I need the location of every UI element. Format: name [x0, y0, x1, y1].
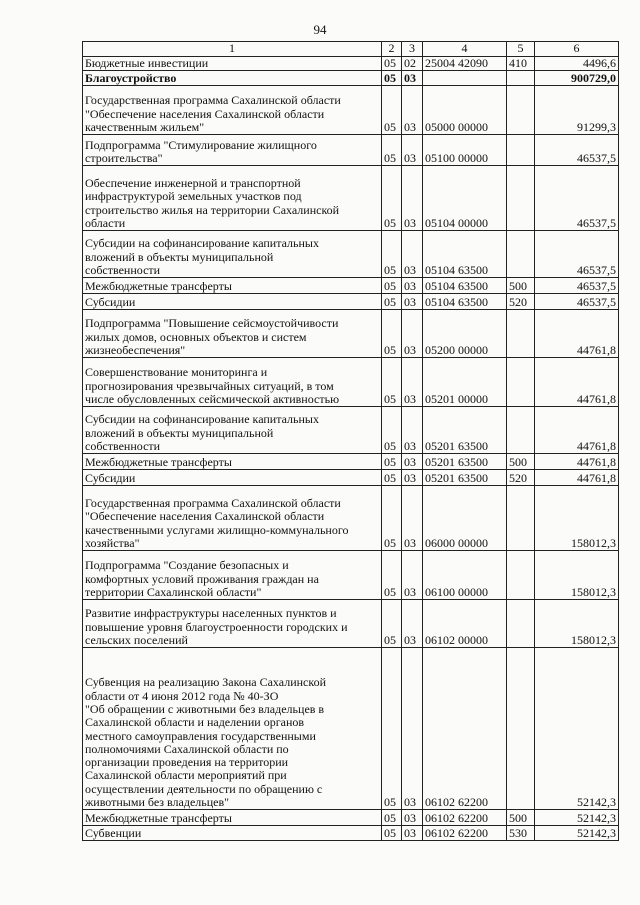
row-target-code: 05000 00000	[423, 86, 507, 135]
row-amount: 52142,3	[535, 826, 619, 841]
row-section: 05	[382, 231, 402, 278]
row-name: Субсидии	[83, 470, 382, 486]
row-name: Подпрограмма "Создание безопасных и комфортных условий проживания граждан на территории Сахалинской области"	[83, 551, 382, 600]
row-target-code	[423, 71, 507, 86]
table-row	[83, 135, 619, 166]
row-amount: 46537,5	[535, 135, 619, 166]
row-name: Межбюджетные трансферты	[83, 278, 382, 294]
row-target-code: 25004 42090	[423, 57, 507, 71]
row-target-code: 05201 63500	[423, 454, 507, 470]
table-row	[83, 86, 619, 135]
row-section: 05	[382, 166, 402, 231]
row-amount: 46537,5	[535, 166, 619, 231]
table-row	[83, 551, 619, 600]
table-row	[83, 407, 619, 454]
row-subsection: 03	[402, 310, 423, 358]
row-subsection: 03	[402, 278, 423, 294]
row-expense-type: 410	[507, 57, 535, 71]
row-subsection: 03	[402, 810, 423, 826]
row-target-code: 06000 00000	[423, 486, 507, 551]
table-row	[83, 358, 619, 407]
row-subsection: 03	[402, 135, 423, 166]
table-header-row	[83, 42, 619, 57]
row-section: 05	[382, 810, 402, 826]
table-row	[83, 71, 619, 86]
header-col-3: 3	[402, 42, 423, 57]
row-subsection: 02	[402, 57, 423, 71]
row-amount: 4496,6	[535, 57, 619, 71]
row-amount: 44761,8	[535, 407, 619, 454]
table-row	[83, 810, 619, 826]
row-expense-type	[507, 486, 535, 551]
row-target-code: 05104 00000	[423, 166, 507, 231]
row-amount: 44761,8	[535, 310, 619, 358]
row-amount: 52142,3	[535, 648, 619, 810]
row-expense-type	[507, 166, 535, 231]
row-section: 05	[382, 135, 402, 166]
row-expense-type	[507, 135, 535, 166]
header-col-1: 1	[83, 42, 382, 57]
row-amount: 91299,3	[535, 86, 619, 135]
table-row	[83, 470, 619, 486]
row-amount: 46537,5	[535, 231, 619, 278]
table-row	[83, 57, 619, 71]
header-col-5: 5	[507, 42, 535, 57]
row-name: Субвенция на реализацию Закона Сахалинской области от 4 июня 2012 года № 40-ЗО "Об обращении с животными без владельцев в Сахалинской области и наделении органов местного самоуправления государственными полномочиями Сахалинской области по организации проведения на территории Сахалинской области мероприятий при осуществлении деятельности по обращению с животными без владельцев"	[83, 648, 382, 810]
row-target-code: 05100 00000	[423, 135, 507, 166]
row-section: 05	[382, 486, 402, 551]
row-name: Субсидии на софинансирование капитальных вложений в объекты муниципальной собственности	[83, 231, 382, 278]
row-amount: 46537,5	[535, 278, 619, 294]
row-name: Благоустройство	[83, 71, 382, 86]
table-row	[83, 826, 619, 841]
row-amount: 158012,3	[535, 600, 619, 648]
table-row	[83, 294, 619, 310]
row-subsection: 03	[402, 71, 423, 86]
row-amount: 52142,3	[535, 810, 619, 826]
row-amount: 158012,3	[535, 551, 619, 600]
row-expense-type	[507, 358, 535, 407]
table-row	[83, 648, 619, 810]
row-subsection: 03	[402, 166, 423, 231]
row-target-code: 06102 62200	[423, 810, 507, 826]
row-section: 05	[382, 407, 402, 454]
row-target-code: 05104 63500	[423, 294, 507, 310]
row-subsection: 03	[402, 86, 423, 135]
row-subsection: 03	[402, 358, 423, 407]
row-subsection: 03	[402, 648, 423, 810]
row-target-code: 05201 63500	[423, 470, 507, 486]
row-section: 05	[382, 57, 402, 71]
row-target-code: 05201 00000	[423, 358, 507, 407]
row-expense-type: 520	[507, 470, 535, 486]
row-section: 05	[382, 600, 402, 648]
row-section: 05	[382, 826, 402, 841]
row-section: 05	[382, 278, 402, 294]
row-amount: 900729,0	[535, 71, 619, 86]
row-expense-type: 520	[507, 294, 535, 310]
header-col-4: 4	[423, 42, 507, 57]
row-target-code: 06102 62200	[423, 826, 507, 841]
row-name: Бюджетные инвестиции	[83, 57, 382, 71]
row-name: Подпрограмма "Стимулирование жилищного строительства"	[83, 135, 382, 166]
row-section: 05	[382, 310, 402, 358]
row-expense-type: 500	[507, 454, 535, 470]
row-subsection: 03	[402, 407, 423, 454]
row-subsection: 03	[402, 826, 423, 841]
row-amount: 46537,5	[535, 294, 619, 310]
row-expense-type: 500	[507, 278, 535, 294]
row-target-code: 05104 63500	[423, 278, 507, 294]
row-subsection: 03	[402, 470, 423, 486]
row-subsection: 03	[402, 486, 423, 551]
row-section: 05	[382, 358, 402, 407]
row-target-code: 05104 63500	[423, 231, 507, 278]
row-name: Развитие инфраструктуры населенных пунктов и повышение уровня благоустроенности городских и сельских поселений	[83, 600, 382, 648]
row-expense-type	[507, 231, 535, 278]
row-amount: 44761,8	[535, 470, 619, 486]
row-expense-type	[507, 310, 535, 358]
table-row	[83, 166, 619, 231]
row-name: Обеспечение инженерной и транспортной инфраструктурой земельных участков под строительство жилья на территории Сахалинской области	[83, 166, 382, 231]
row-expense-type	[507, 551, 535, 600]
page-number: 94	[313, 22, 327, 37]
row-name: Подпрограмма "Повышение сейсмоустойчивости жилых домов, основных объектов и систем жизнеобеспечения"	[83, 310, 382, 358]
row-expense-type: 530	[507, 826, 535, 841]
row-section: 05	[382, 648, 402, 810]
header-col-2: 2	[382, 42, 402, 57]
row-expense-type	[507, 407, 535, 454]
row-name: Субсидии	[83, 294, 382, 310]
budget-table	[82, 41, 619, 841]
row-expense-type	[507, 86, 535, 135]
row-section: 05	[382, 454, 402, 470]
table-body	[83, 57, 619, 841]
header-col-6: 6	[535, 42, 619, 57]
row-subsection: 03	[402, 600, 423, 648]
row-name: Субсидии на софинансирование капитальных вложений в объекты муниципальной собственности	[83, 407, 382, 454]
row-target-code: 06102 62200	[423, 648, 507, 810]
row-amount: 44761,8	[535, 358, 619, 407]
row-name: Межбюджетные трансферты	[83, 454, 382, 470]
table-row	[83, 454, 619, 470]
row-subsection: 03	[402, 294, 423, 310]
row-subsection: 03	[402, 231, 423, 278]
row-name: Совершенствование мониторинга и прогнозирования чрезвычайных ситуаций, в том числе обусловленных сейсмической активностью	[83, 358, 382, 407]
row-amount: 44761,8	[535, 454, 619, 470]
row-section: 05	[382, 294, 402, 310]
row-name: Межбюджетные трансферты	[83, 810, 382, 826]
row-name: Государственная программа Сахалинской области "Обеспечение населения Сахалинской области качественными услугами жилищно-коммунального хозяйства"	[83, 486, 382, 551]
row-expense-type: 500	[507, 810, 535, 826]
table-row	[83, 278, 619, 294]
row-section: 05	[382, 470, 402, 486]
table-row	[83, 600, 619, 648]
table-row	[83, 231, 619, 278]
row-section: 05	[382, 551, 402, 600]
row-subsection: 03	[402, 454, 423, 470]
row-target-code: 05200 00000	[423, 310, 507, 358]
row-target-code: 06100 00000	[423, 551, 507, 600]
row-section: 05	[382, 86, 402, 135]
row-section: 05	[382, 71, 402, 86]
table-row	[83, 310, 619, 358]
row-expense-type	[507, 71, 535, 86]
row-amount: 158012,3	[535, 486, 619, 551]
row-name: Субвенции	[83, 826, 382, 841]
row-target-code: 06102 00000	[423, 600, 507, 648]
table-row	[83, 486, 619, 551]
row-expense-type	[507, 600, 535, 648]
row-expense-type	[507, 648, 535, 810]
row-name: Государственная программа Сахалинской области "Обеспечение населения Сахалинской области качественным жильем"	[83, 86, 382, 135]
row-subsection: 03	[402, 551, 423, 600]
row-target-code: 05201 63500	[423, 407, 507, 454]
